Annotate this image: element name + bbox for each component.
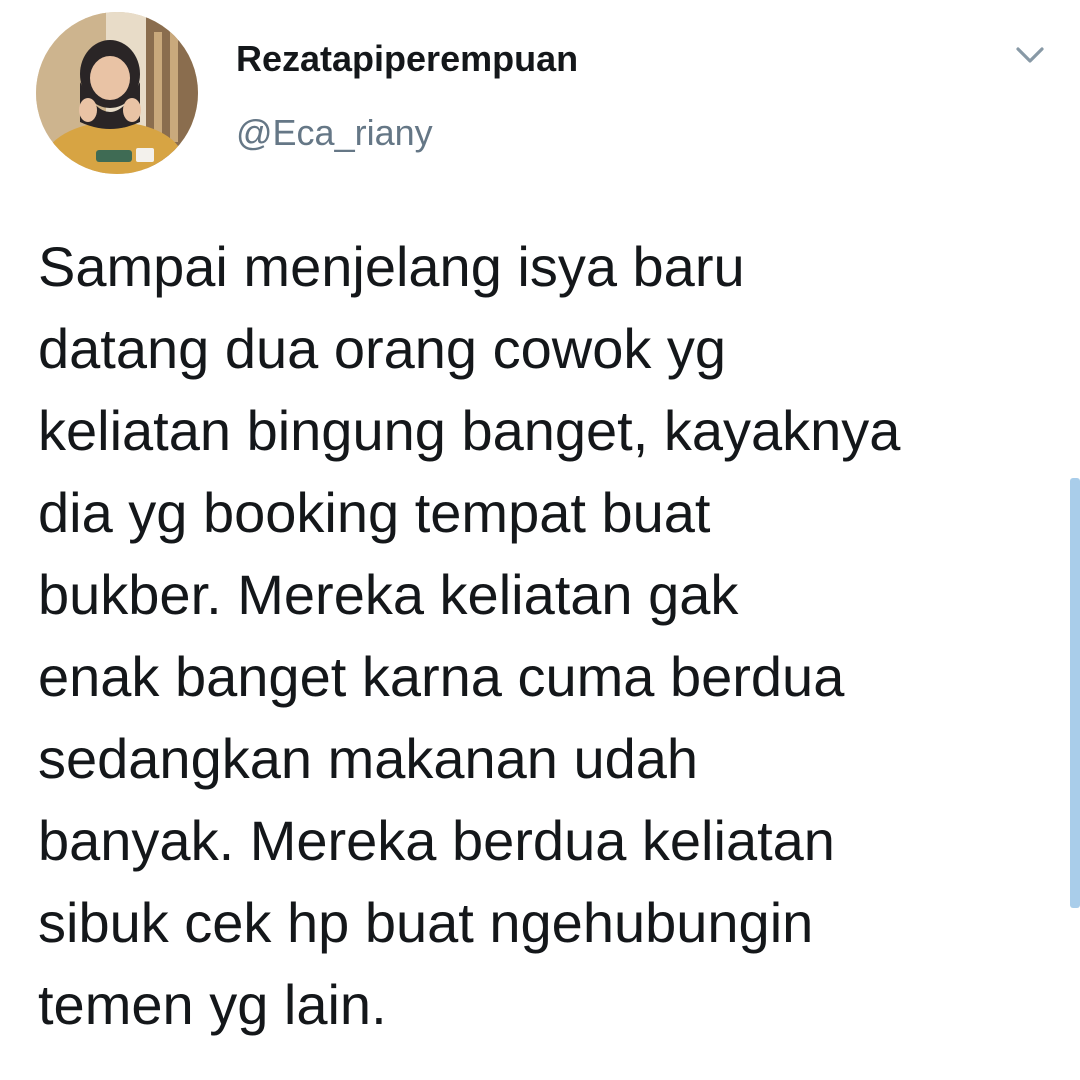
tweet-text-line: banyak. Mereka berdua keliatan [38, 809, 835, 872]
tweet-text-line: keliatan bingung banget, kayaknya [38, 399, 901, 462]
author-handle[interactable]: @Eca_riany [236, 112, 433, 153]
tweet-text-line: Sampai menjelang isya baru [38, 235, 745, 298]
tweet-menu-button[interactable] [1010, 38, 1050, 72]
tweet-text-line: bukber. Mereka keliatan gak [38, 563, 739, 626]
tweet-body [38, 226, 1048, 1046]
tweet-text-line: sibuk cek hp buat ngehubungin [38, 891, 814, 954]
scrollbar[interactable] [1070, 478, 1080, 908]
tweet-text-line: enak banget karna cuma berdua [38, 645, 845, 708]
tweet-text-line: sedangkan makanan udah [38, 727, 699, 790]
author-display-name[interactable]: Rezatapiperempuan [236, 38, 579, 79]
tweet-text-line: dia yg booking tempat buat [38, 481, 711, 544]
chevron-down-icon [1010, 38, 1050, 72]
author-avatar[interactable] [36, 12, 198, 174]
tweet-text-line: temen yg lain. [38, 973, 387, 1036]
tweet-text-line: datang dua orang cowok yg [38, 317, 727, 380]
avatar-photo-icon [36, 12, 198, 174]
